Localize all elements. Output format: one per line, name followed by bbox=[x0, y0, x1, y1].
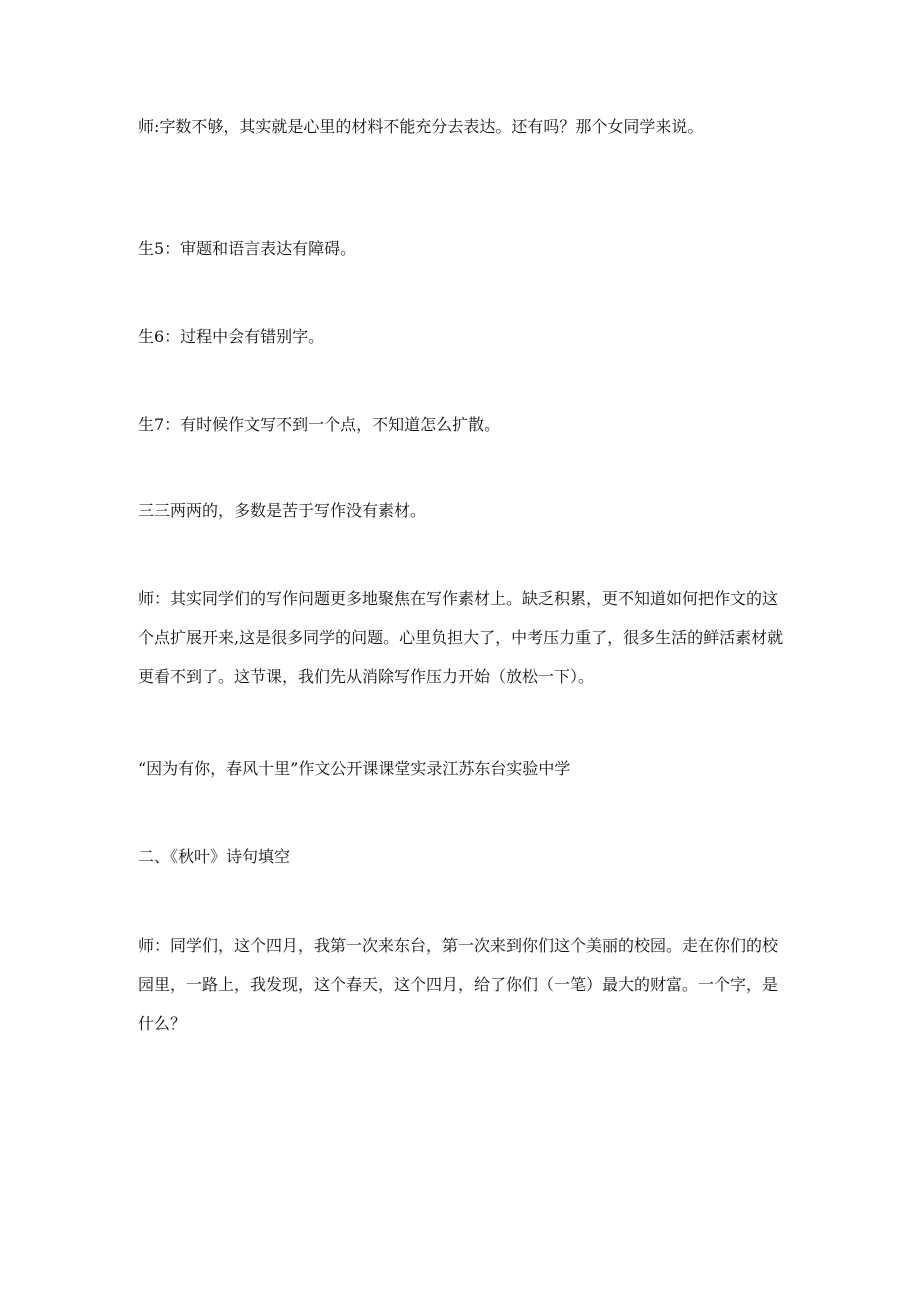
paragraph-teacher-april: 师：同学们，这个四月，我第一次来东台，第一次来到你们这个美丽的校园。走在你们的校园里，一路上，我发现，这个春天，这个四月，给了你们（一笔）最大的财富。一个字，是什么？ bbox=[138, 936, 779, 1033]
paragraph-lesson-title: “因为有你，春风十里”作文公开课课堂实录江苏东台实验中学 bbox=[138, 759, 571, 778]
section-heading-autumn-leaves: 二、《秋叶》诗句填空 bbox=[138, 847, 291, 866]
paragraph-class-response: 三三两两的，多数是苦于写作没有素材。 bbox=[138, 501, 427, 520]
paragraph-student-5: 生5：审题和语言表达有障碍。 bbox=[138, 239, 357, 258]
paragraph-teacher-writing-problems: 师：其实同学们的写作问题更多地聚焦在写作素材上。缺乏积累，更不知道如何把作文的这个点扩展开来,这是很多同学的问题。心里负担大了，中考压力重了，很多生活的鲜活素材就更看不到了。这节课，我们先从消除写作压力开始（放松一下）。 bbox=[138, 589, 784, 686]
paragraph-teacher-word-count: 师:字数不够，其实就是心里的材料不能充分去表达。还有吗？那个女同学来说。 bbox=[138, 117, 704, 136]
paragraph-student-7: 生7：有时候作文写不到一个点，不知道怎么扩散。 bbox=[138, 415, 501, 434]
paragraph-student-6: 生6：过程中会有错别字。 bbox=[138, 327, 325, 346]
